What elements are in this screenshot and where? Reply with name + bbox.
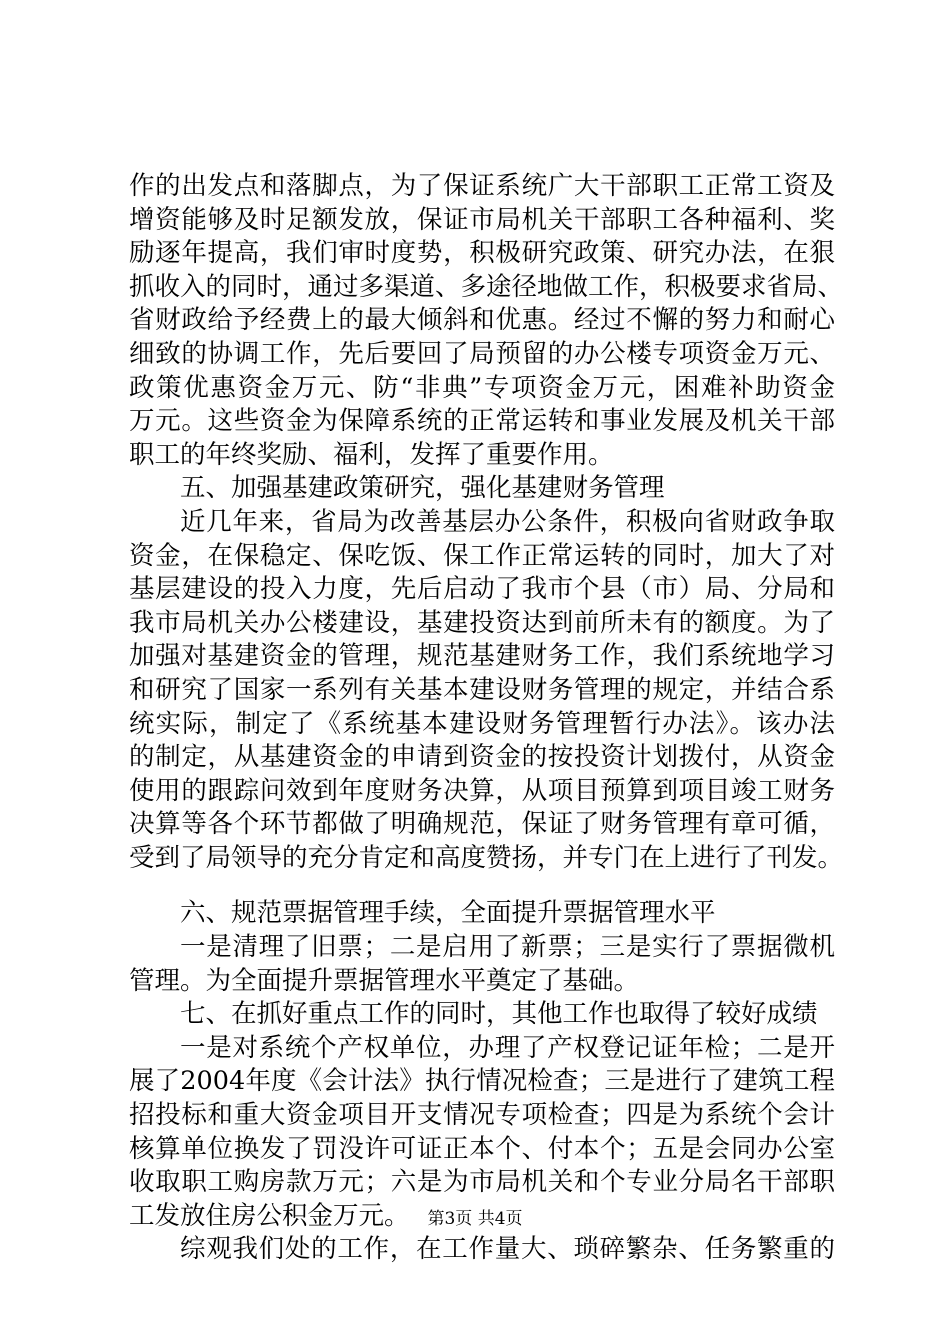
paragraph-line: 一是清理了旧票；二是启用了新票；三是实行了票据微机 bbox=[180, 932, 835, 963]
paragraph-line: 管理。为全面提升票据管理水平奠定了基础。 bbox=[129, 965, 640, 996]
paragraph-line: 励逐年提高，我们审时度势，积极研究政策、研究办法，在狠 bbox=[129, 238, 835, 269]
paragraph-line: 核算单位换发了罚没许可证正本个、付本个；五是会同办公室 bbox=[129, 1133, 835, 1164]
paragraph-line: 职工的年终奖励、福利，发挥了重要作用。 bbox=[129, 439, 614, 470]
paragraph-line: 使用的跟踪问效到年度财务决算，从项目预算到项目竣工财务 bbox=[129, 775, 835, 806]
page-number: 第3页 共4页 bbox=[427, 1209, 523, 1229]
blank-line bbox=[129, 875, 835, 897]
section-heading: 七、在抓好重点工作的同时，其他工作也取得了较好成绩 bbox=[180, 999, 818, 1030]
paragraph-line: 抓收入的同时，通过多渠道、多途径地做工作，积极要求省局、 bbox=[129, 271, 844, 302]
paragraph-line: 收取职工购房款万元；六是为市局机关和个专业分局名干部职 bbox=[129, 1167, 835, 1198]
paragraph-line: 受到了局领导的充分肯定和高度赞扬，并专门在上进行了刊发。 bbox=[129, 842, 844, 873]
paragraph-line: 的制定，从基建资金的申请到资金的按投资计划拨付，从资金 bbox=[129, 742, 835, 773]
paragraph-line: 工发放住房公积金万元。 bbox=[129, 1200, 410, 1231]
paragraph-line: 万元。这些资金为保障系统的正常运转和事业发展及机关干部 bbox=[129, 406, 835, 437]
paragraph-line: 政策优惠资金万元、防“非典”专项资金万元，困难补助资金 bbox=[129, 372, 835, 403]
paragraph-line: 招投标和重大资金项目开支情况专项检查；四是为系统个会计 bbox=[129, 1100, 835, 1131]
paragraph-line: 增资能够及时足额发放，保证市局机关干部职工各种福利、奖 bbox=[129, 204, 835, 235]
paragraph-line: 展了2004年度《会计法》执行情况检查；三是进行了建筑工程 bbox=[129, 1066, 835, 1097]
paragraph-line: 省财政给予经费上的最大倾斜和优惠。经过不懈的努力和耐心 bbox=[129, 305, 835, 336]
paragraph-line: 综观我们处的工作，在工作量大、琐碎繁杂、任务繁重的 bbox=[180, 1234, 835, 1265]
paragraph-line: 决算等各个环节都做了明确规范，保证了财务管理有章可循， bbox=[129, 809, 835, 840]
paragraph-line: 基层建设的投入力度，先后启动了我市个县（市）局、分局和 bbox=[129, 574, 835, 605]
paragraph-line: 加强对基建资金的管理，规范基建财务工作，我们系统地学习 bbox=[129, 641, 835, 672]
paragraph-line: 我市局机关办公楼建设，基建投资达到前所未有的额度。为了 bbox=[129, 607, 835, 638]
paragraph-line: 近几年来，省局为改善基层办公条件，积极向省财政争取 bbox=[180, 506, 835, 537]
paragraph-line: 细致的协调工作，先后要回了局预留的办公楼专项资金万元、 bbox=[129, 338, 835, 369]
paragraph-line: 和研究了国家一系列有关基本建设财务管理的规定，并结合系 bbox=[129, 674, 835, 705]
paragraph-line: 统实际，制定了《系统基本建设财务管理暂行办法》。该办法 bbox=[129, 708, 835, 739]
paragraph-line: 资金，在保稳定、保吃饭、保工作正常运转的同时，加大了对 bbox=[129, 540, 835, 571]
paragraph-line: 一是对系统个产权单位，办理了产权登记证年检；二是开 bbox=[180, 1032, 835, 1063]
section-heading: 五、加强基建政策研究，强化基建财务管理 bbox=[180, 473, 665, 504]
paragraph-line: 作的出发点和落脚点，为了保证系统广大干部职工正常工资及 bbox=[129, 171, 835, 201]
document-body bbox=[129, 170, 844, 1267]
section-heading: 六、规范票据管理手续，全面提升票据管理水平 bbox=[180, 898, 716, 929]
